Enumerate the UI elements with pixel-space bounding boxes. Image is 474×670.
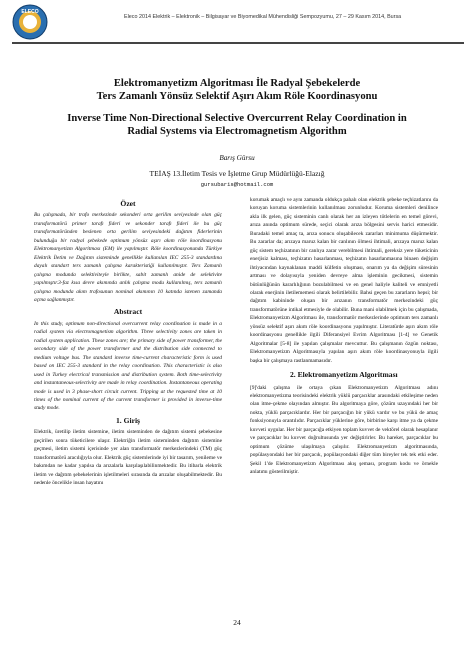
running-head: Eleco 2014 Elektrik – Elektronik – Bilgisayar ve Biyomedikal Mühendisliği Sempozyumu, 27 – 29 Kasım 2014, Bursa [124,14,402,20]
section-2-heading: 2. Elektromanyetizm Algoritması [290,370,398,380]
section-2-text: [9]'daki çalışma ile ortaya çıkan Elektromanyetizm Algoritması adını elektromanyetizma teorisindeki elektrik yüklü parçacıklar arasındaki etkileşime neden olan itme-çekme olayından almıştır. Bu algoritmaya göre, çözüm uzayındaki her bir nokta, yüklü parçacıklardır. Her bir parçacığın bir yükü vardır ve bu yükü de amaç fonksiyonuyla orantılıdır. Parçacıklar yüklerine göre, birbirine karşı itme ya da çekme kuvveti uygular. Her bir parçacığa etkiyen toplam kuvvet de vektörel olarak hesaplanır ve parçacıklar bu kuvvet doğrultusunda yer değiştirirler. Bu hareket, parçacıklar bu optimum çözüme ulaşılmaya çalışılır. Elektromanyetizm algoritmasında, popülasyondaki her bir parçacık, popülasyondaki diğer tüm bireyler tek tek etki eder. Şekil 1'de Elektromanyetizm Algoritması akış şeması, program kodu ve örnekle anlatımı gösterilmiştir. [250,384,438,476]
left-column [34,196,222,490]
title-turkish [20,77,454,103]
ozet-text: Bu çalışmada, bir trafo merkezinde sekonderi orta gerilim seviyesinde olan güç transformatörü primer tarafı fideri ve sekonder tarafı fideri ile bu güç transformatöründen beslenen orta gerilim seviyesindeki dağıtım fiderlerinin bulunduğu bir radyal şebekede optimum yönsüz aşırı akım röle koordinasyonu Elektromanyetizm Algoritması (EM) ile yapılmıştır. Röle koordinasyonunda Türkiye Elektrik İletim ve Dağıtım sisteminde genellikle kullanılan IEC 255-3 standardına dayalı standart ters zamanlı çalışma karakteristiği kullanılmıştır. Ters Zamanlı çalışma modunda selektiviteyle birlikte, sabit zamanlı anide de selektivite yapılmıştır.3-faz kısa devre akımında anlık çalışma modu kullanılmış, ters zamanlı çalışma modunda akım trafosunun nominal akımının 10 katında istenen zamanda açma sağlanmıştır. [34,212,222,303]
author-affiliation: TEİAŞ 13.İletim Tesis ve İşletme Grup Müdürlüğü-Elazığ [149,169,325,178]
header-rule [12,42,464,44]
right-column [250,196,438,479]
title-english-line-1: Inverse Time Non-Directional Selective Overcurrent Relay Coordination in [67,113,407,124]
abstract-text: In this study, optimum non-directional overcurrent relay coordination is made in a radial system via electromagnetism algorithm. Three selectivity zones are taken in radial system application. These zones are; the primary side of power transformer, the secondary side of the power transformer and the distribution side connected to medium voltage bus. The standard inverse time-current characteristic form is used based on IEC 255-3 standard in the relay coordination. This characteristic is also used in Turkey electrical transmission and distribution system. Both time-selectivity and instantaneous-selectivity are made in relay coordination. Instantaneous operating mode is used in 3 phase-short circuit current. Tripping at the requested time at 10 times of the nominal current of the current transformer is provided in inverse-time study mode. [34,320,222,412]
section-1-heading: 1. Giriş [115,415,141,425]
abstract-heading: Abstract [113,307,143,317]
page-number: 24 [233,618,241,627]
eleco-logo-icon [12,4,48,40]
author-email: gursubaris@hotmail.com [200,181,274,188]
title-turkish-line-2: Ters Zamanlı Yönsüz Selektif Aşırı Akım Röle Koordinasyonu [96,91,378,102]
logo-text: ELECO [21,9,39,15]
section-1-text: Elektrik, üretilip iletim sistemine, iletim sisteminden de dağıtım sistemi şebekesine geçirilen sonra tüketicilere ulaşır. Elektriğin iletim sisteminden dağıtım sistemine geçmesi, iletim sistemi içerisinde yer alan transformatör merkezlerindeki (TM) güç transformatörü aracılığıyla olur. Elektrik güç sistemlerinde iyi bir tasarım, yenileme ve bakımdan ne kadar yapılsa da arızalarla karşılaşılabilinmektedir. Bu itibarla elektrik iletim ve dağıtım şebekelerinin işletilmeleri sırasında da arızalar oluşabilmektedir. Bu nedenle öncelikle insan hayatını [34,429,222,487]
ozet-heading: Özet [120,199,136,208]
title-english-line-2: Radial Systems via Electromagnetism Algorithm [127,126,347,137]
right-column-text: korumak amaçlı ve aynı zamanda oldukça pahalı olan elektrik şebeke teçhizatlarını da koruyan koruma sistemlerinin kullanılması zorunludur. Koruma sistemleri denilince akla ilk gelen, güç sisteminin canlı olarak her an izleyen tötlelerin en temel görevi, arıza anında optimum sürede, seçici olarak arıza bölgesini servis harici etmesidir. Buradaki temel amaç ta, arıza sonucu oluşabilecek zararları minimuma düşürmektir. Bu zararlar da; arızaya maruz kalan bir canlının ölmesi ihtimali, arızaya maruz kalan güç sistem teçhizatının bir canlıya zarar verebilmesi ihtimali, gereksiz yere tüketicinin enerjisiz kalması, teçhizatın hasarlanması, teçhizatın hasarlanmasına binaen değişim ihtiyacından kaynaklanan maddi külfetin oluşması, onarım ya da değişim süresinin artması ve dolayısıyla yeniden devreye alma işleminin gecikmesi, sistemin bütünlüğünün kararlılığının bozulabilmesi ve en genel haliyle kaliteli ve emniyetli olarak enerjinin iletilememesi olarak belirtilebilir. Bahsi geçen bu zararların hepsi; bir dağıtım kabininde oluşan bir arızanın transformatör merkezindeki güç transformatörüne intikal etmesiyle de olabilir. Buna mani olabilmek için bu çalışmada, Elektromanyetizm Algoritması ile, transformatör merkezlerinde optimum ters zamanlı yönsüz selektif aşırı akım röle koordinasyonu yapılmıştır. Literatürde aşırı akım röle koordinasyonu genellikle ilgili Diferansiyel Evrim Algoritması [1-4] ve Genetik Algoritmalar [5-8] ile yapılan çalışmalar mevcuttur. Bu çalışmanın özgün noktası, Elektromanyetizm Algoritmasıyla yapılan aşırı akım röle koordinasyonuyla ilgili başka bir çalışmaya rastlanmamasıdır. [250,197,438,364]
page-header [12,4,464,40]
title-turkish-line-1: Elektromanyetizm Algoritması İle Radyal Şebekelerde [113,78,361,89]
title-english [20,112,454,138]
author-name: Barış Gürsu [219,154,255,162]
